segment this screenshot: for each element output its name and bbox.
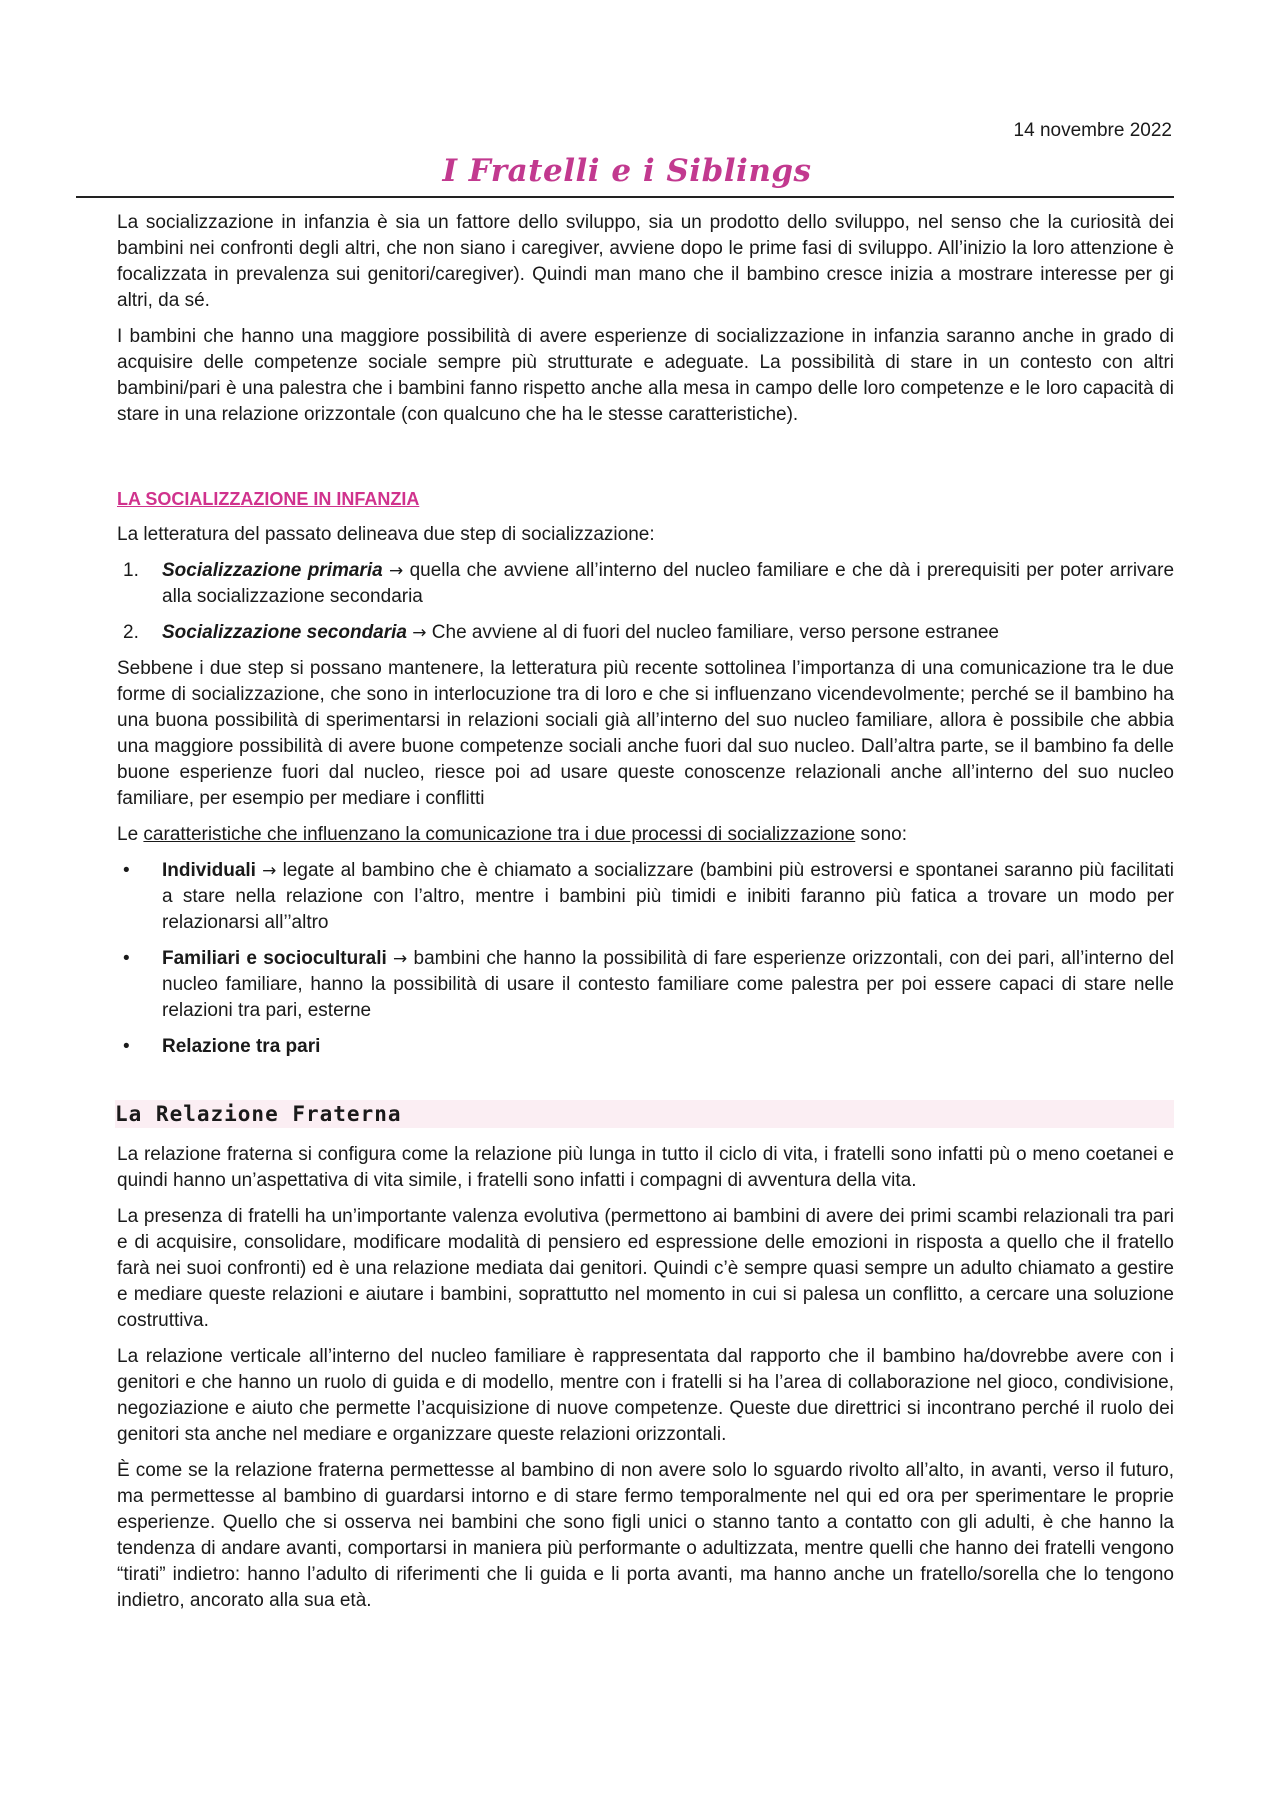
bullet-term: Individuali [162, 860, 256, 881]
list-number: 2. [123, 622, 139, 643]
step-term: Socializzazione secondaria [162, 622, 407, 643]
arrow-right-icon: → [389, 561, 404, 581]
bullet-icon: • [123, 860, 130, 881]
section2-paragraph-3: La relazione verticale all’interno del nucleo familiare è rappresentata dal rapporto che il bambino ha/dovrebbe avere con i genitori e che hanno un ruolo di guida e di modello, mentre con i fratelli si ha l’area di collaborazione nel gioco, condivisione, negoziazione e aiuto che permette l’acquisizione di nuove competenze. Queste due direttrici si incontrano perché il ruolo dei genitori sta anche nel mediare e organizzare queste relazioni orizzontali. [117, 1346, 1174, 1445]
list-number: 1. [123, 560, 139, 581]
step-text: quella che avviene all’interno del nucleo familiare e che dà i prerequisiti per poter arrivare alla socializzazione secondaria [162, 560, 1175, 607]
section1-lead: La letteratura del passato delineava due step di socializzazione: [117, 524, 655, 545]
bullet-term: Familiari e socioculturali [162, 948, 387, 969]
arrow-right-icon: → [262, 861, 277, 881]
bullet-icon: • [123, 948, 130, 969]
characteristics-pre: Le [117, 824, 144, 845]
document-date: 14 novembre 2022 [1013, 120, 1172, 141]
list-item [117, 858, 1174, 936]
steps-list [117, 558, 1174, 646]
arrow-right-icon: → [393, 949, 408, 969]
section1-paragraph: Sebbene i due step si possano mantenere, la letteratura più recente sottolinea l’importanza di una comunicazione tra le due forme di socializzazione, che sono in interlocuzione tra di loro e che si influenzano vicendevolmente; perché se il bambino ha una buona possibilità di sperimentarsi in relazioni sociali già all’interno del suo nucleo familiare, allora è possibile che abbia una maggiore possibilità di avere buone competenze sociali anche fuori dal suo nucleo. Dall’altra parte, se il bambino fa delle buone esperienze fuori dal nucleo, riesce poi ad usare queste conoscenze relazionali anche all’interno del suo nucleo familiare, per esempio per mediare i conflitti [117, 658, 1174, 809]
section2-paragraph-1: La relazione fraterna si configura come la relazione più lunga in tutto il ciclo di vita, i fratelli sono infatti pù o meno coetanei e quindi hanno un’aspettativa di vita simile, i fratelli sono infatti i compagni di avventura della vita. [117, 1144, 1174, 1191]
section-heading-relazione-fraterna: La Relazione Fraterna [115, 1100, 1174, 1128]
list-item [117, 620, 1174, 646]
intro-paragraph-2: I bambini che hanno una maggiore possibilità di avere esperienze di socializzazione in infanzia saranno anche in grado di acquisire delle competenze sociale sempre più strutturate e adeguate. La possibilità di stare in un contesto con altri bambini/pari è una palestra che i bambini fanno rispetto anche alla mesa in campo delle loro competenze e le loro capacità di stare in una relazione orizzontale (con qualcuno che ha le stesse caratteristiche). [117, 326, 1174, 425]
intro-paragraph-1: La socializzazione in infanzia è sia un fattore dello sviluppo, sia un prodotto dello sviluppo, nel senso che la curiosità dei bambini nei confronti degli altri, che non siano i caregiver, avviene dopo le prime fasi di sviluppo. All’inizio la loro attenzione è focalizzata in prevalenza sui genitori/caregiver). Quindi man mano che il bambino cresce inizia a mostrare interesse per gi altri, da sé. [117, 212, 1174, 311]
characteristics-underlined: caratteristiche che influenzano la comunicazione tra i due processi di socializzazione [143, 824, 856, 845]
section-heading-socializzazione: LA SOCIALIZZAZIONE IN INFANZIA [117, 489, 420, 509]
section2-paragraph-2: La presenza di fratelli ha un’importante valenza evolutiva (permettono ai bambini di avere dei primi scambi relazionali tra pari e di acquisire, consolidare, modificare modalità di pensiero ed espressione delle emozioni in risposta a quello che il fratello farà nei suoi confronti) ed è una relazione mediata dai genitori. Quindi c’è sempre quasi sempre un adulto chiamato a gestire e mediare queste relazioni e aiutare i bambini, soprattutto nel momento in cui si palesa un conflitto, a cercare una soluzione costruttiva. [117, 1206, 1174, 1331]
spacer [117, 438, 1174, 486]
step-term: Socializzazione primaria [162, 560, 383, 581]
characteristics-intro [117, 822, 1174, 848]
bullet-text: bambini che hanno la possibilità di fare esperienze orizzontali, con dei pari, all’interno del nucleo familiare, hanno la possibilità di usare il contesto familiare come palestra per poi essere capaci di stare nelle relazioni tra pari, esterne [162, 948, 1174, 1021]
arrow-right-icon: → [412, 623, 427, 643]
list-item [117, 946, 1174, 1024]
bullet-icon: • [123, 1036, 130, 1057]
characteristics-list [117, 858, 1174, 1060]
document-title: I Fratelli e i Siblings [442, 153, 812, 189]
bullet-text: legate al bambino che è chiamato a socializzare (bambini più estroversi e spontanei saranno più facilitati a stare nella relazione con l’altro, mentre i bambini più timidi e inibiti faranno più fatica a trovare un modo per relazionarsi all’’altro [162, 860, 1175, 933]
title-rule [76, 196, 1174, 198]
step-text: Che avviene al di fuori del nucleo familiare, verso persone estranee [426, 622, 999, 643]
section2-paragraph-4: È come se la relazione fraterna permettesse al bambino di non avere solo lo sguardo rivolto all’alto, in avanti, verso il futuro, ma permettesse al bambino di guardarsi intorno e di stare fermo temporalmente nel qui ed ora per sperimentare le proprie esperienze. Quello che si osserva nei bambini che sono figli unici o stanno tanto a contatto con gli adulti, è che hanno la tendenza di andare avanti, comportarsi in maniera più performante o adultizzata, mentre quelli che hanno dei fratelli vengono “tirati” indietro: hanno l’adulto di riferimenti che li guida e li porta avanti, ma hanno anche un fratello/sorella che lo tengono indietro, ancorato alla sua età. [117, 1460, 1174, 1611]
characteristics-post: sono: [855, 824, 908, 845]
document-body [117, 210, 1174, 1624]
list-item [117, 558, 1174, 610]
bullet-term: Relazione tra pari [162, 1036, 321, 1057]
list-item [117, 1034, 1174, 1060]
